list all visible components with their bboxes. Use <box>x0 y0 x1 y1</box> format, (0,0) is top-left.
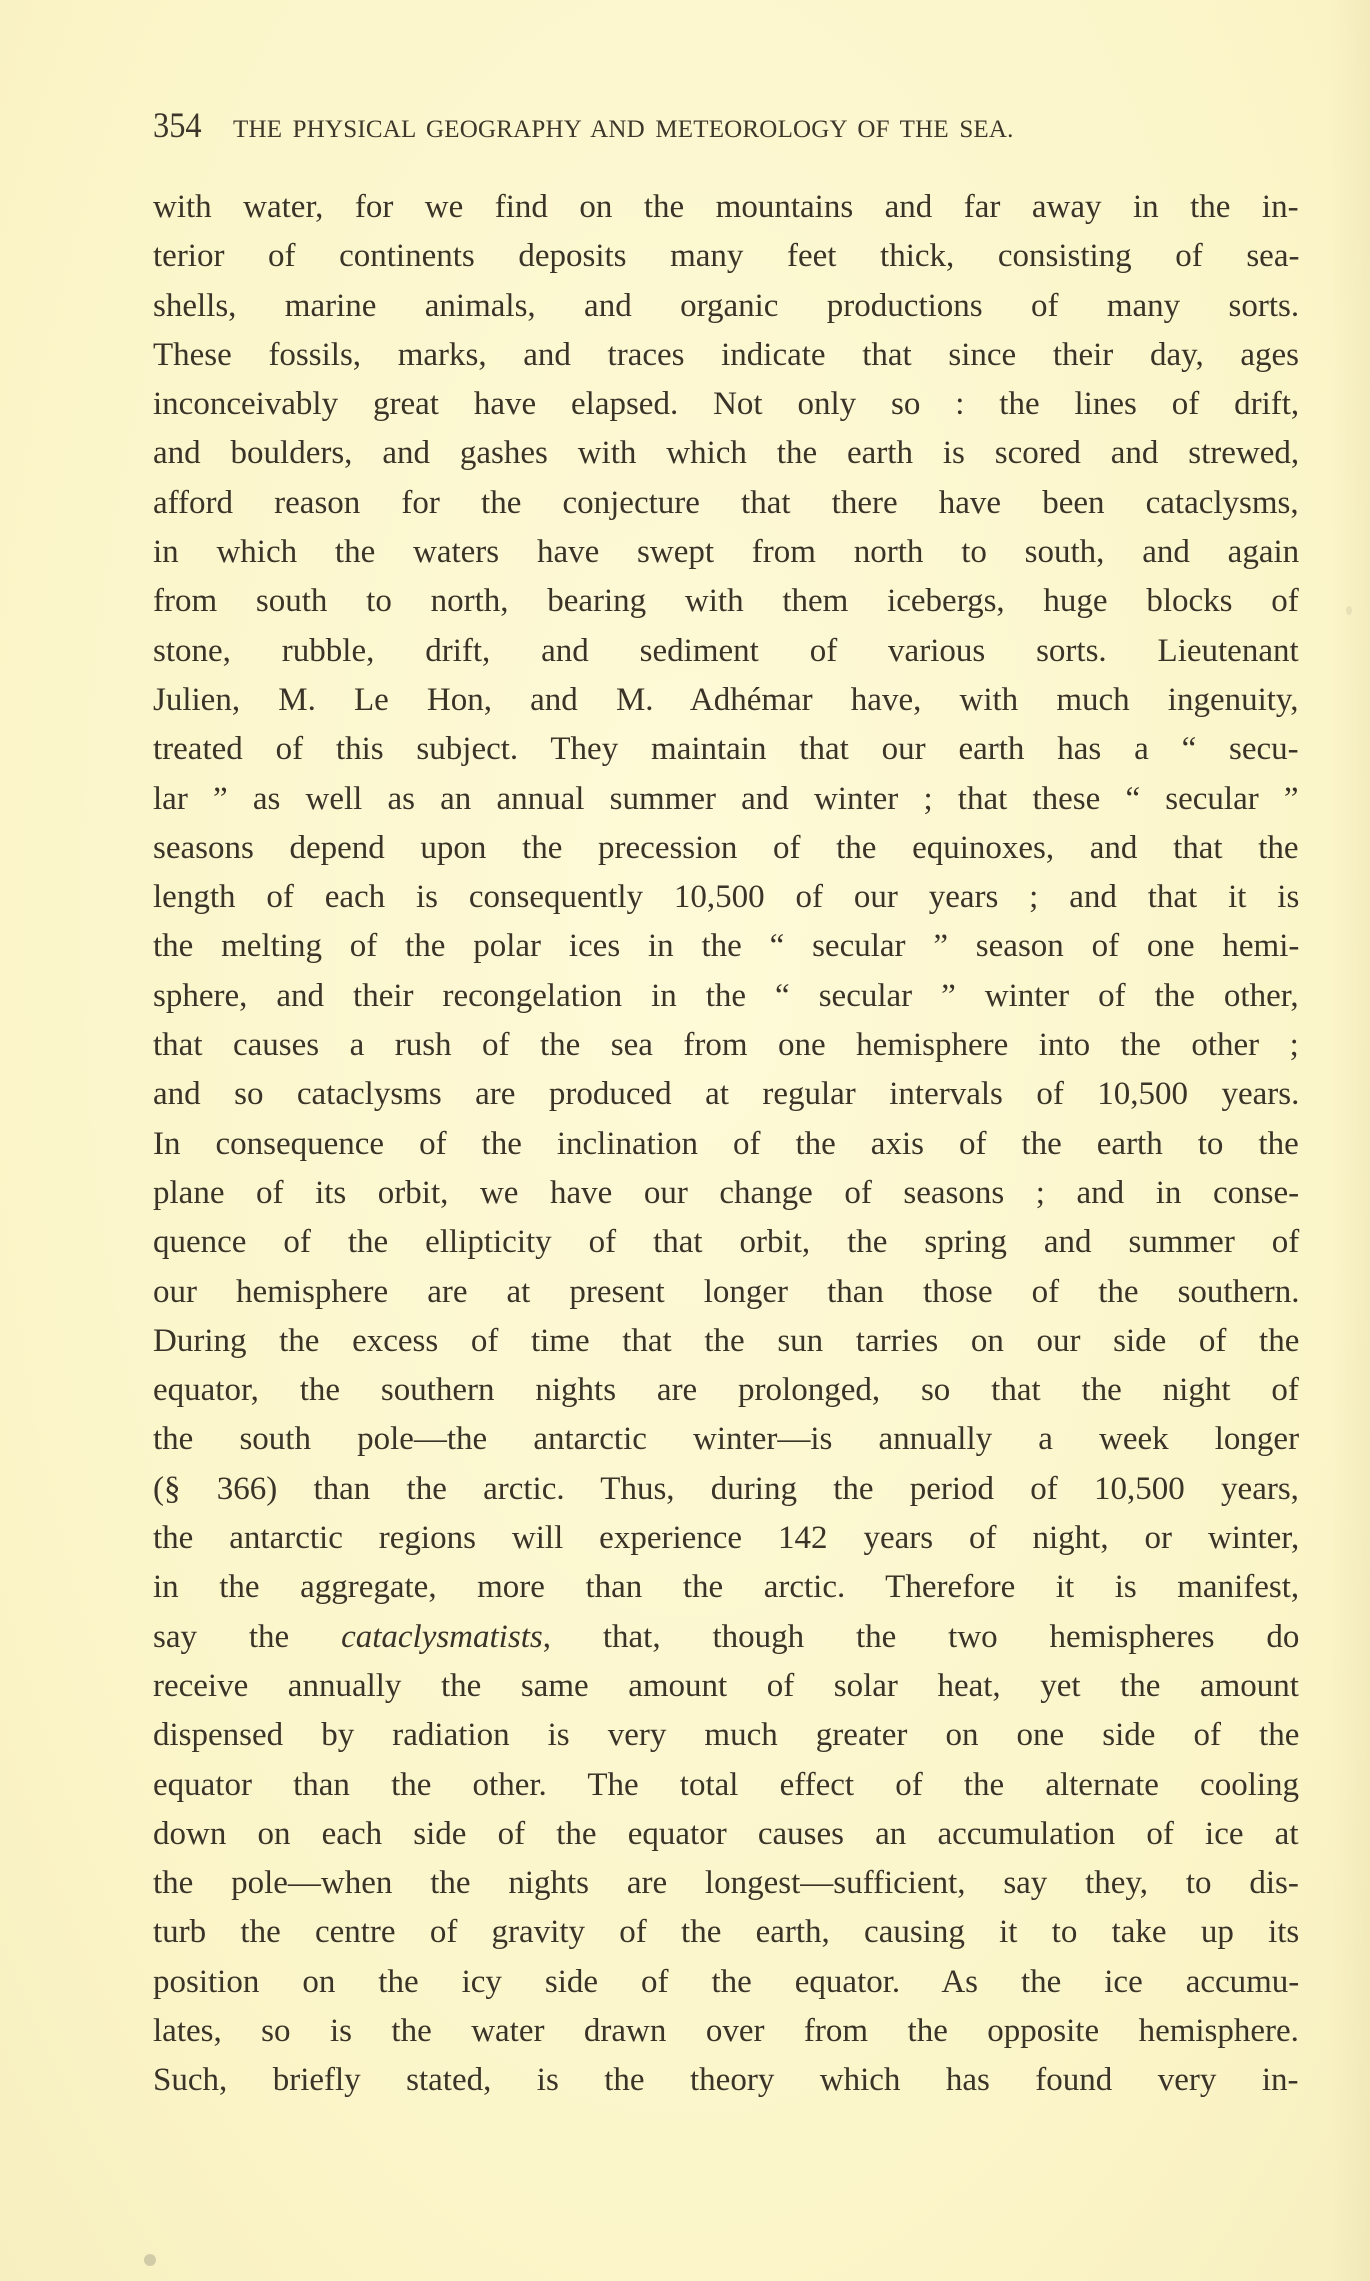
text-line: terior of continents deposits many feet thick, consisting of sea- <box>153 238 1300 275</box>
text-line: from south to north, bearing with them icebergs, huge blocks of <box>153 583 1299 620</box>
text-line: treated of this subject. They maintain that our earth has a “ secu- <box>153 731 1299 768</box>
page-edge-shading <box>1330 0 1370 2281</box>
text-line: quence of the ellipticity of that orbit, the spring and summer of <box>153 1224 1300 1261</box>
text-line: Such, briefly stated, is the theory which has found very in- <box>153 2062 1299 2099</box>
text-line: length of each is consequently 10,500 of our years ; and that it is <box>153 879 1300 916</box>
text-line: stone, rubble, drift, and sediment of various sorts. Lieutenant <box>153 632 1299 669</box>
text-line: equator, the southern nights are prolonged, so that the night of <box>153 1372 1299 1409</box>
text-line: turb the centre of gravity of the earth, causing it to take up its <box>153 1914 1300 1951</box>
text-line: equator than the other. The total effect of the alternate cooling <box>153 1766 1300 1803</box>
text-line: In consequence of the inclination of the axis of the earth to the <box>153 1125 1299 1162</box>
text-line: that causes a rush of the sea from one hemisphere into the other ; <box>153 1027 1299 1064</box>
italic-term: cataclysmatists <box>341 1618 543 1655</box>
text-line: receive annually the same amount of solar heat, yet the amount <box>153 1667 1299 1704</box>
text-line: During the excess of time that the sun tarries on our side of the <box>153 1322 1300 1359</box>
text-line: in which the waters have swept from north to south, and again <box>153 534 1300 571</box>
paper-spot <box>1346 606 1352 615</box>
text-line: dispensed by radiation is very much greater on one side of the <box>153 1717 1300 1754</box>
text-line: and so cataclysms are produced at regular intervals of 10,500 years. <box>153 1076 1300 1113</box>
body-text <box>153 183 1299 2106</box>
text-line: position on the icy side of the equator. As the ice accumu- <box>153 1963 1300 2000</box>
text-segment: say the <box>153 1618 342 1655</box>
running-title: THE PHYSICAL GEOGRAPHY AND METEOROLOGY OF THE SEA. <box>233 116 1014 143</box>
text-line: with water, for we find on the mountains and far away in the in- <box>153 189 1299 225</box>
text-line: down on each side of the equator causes an accumulation of ice at <box>153 1815 1299 1852</box>
text-line: our hemisphere are at present longer than those of the southern. <box>153 1273 1300 1310</box>
text-line: plane of its orbit, we have our change of seasons ; and in conse- <box>153 1174 1300 1211</box>
running-head <box>153 104 1243 154</box>
page-number: 354 <box>153 105 202 145</box>
text-line: (§ 366) than the arctic. Thus, during the period of 10,500 years, <box>153 1470 1299 1507</box>
text-line: afford reason for the conjecture that there have been cataclysms, <box>153 484 1299 521</box>
text-segment: , that, though the two hemispheres do <box>542 1618 1300 1655</box>
text-line: lates, so is the water drawn over from the opposite hemisphere. <box>153 2012 1299 2049</box>
text-line: sphere, and their recongelation in the “ secular ” winter of the other, <box>153 977 1299 1014</box>
text-line: the antarctic regions will experience 142 years of night, or winter, <box>153 1520 1300 1557</box>
text-line: Julien, M. Le Hon, and M. Adhémar have, with much ingenuity, <box>153 681 1299 718</box>
paper-spot <box>144 2254 156 2266</box>
text-line: seasons depend upon the precession of the equinoxes, and that the <box>153 829 1299 866</box>
text-line: shells, marine animals, and organic productions of many sorts. <box>153 287 1300 324</box>
text-line: the pole—when the nights are longest—sufficient, say they, to dis- <box>153 1865 1299 1902</box>
text-line: These fossils, marks, and traces indicate that since their day, ages <box>153 336 1299 373</box>
text-line: inconceivably great have elapsed. Not only so : the lines of drift, <box>153 386 1300 423</box>
text-line: and boulders, and gashes with which the earth is scored and strewed, <box>153 435 1300 472</box>
text-line: in the aggregate, more than the arctic. Therefore it is manifest, <box>153 1569 1300 1606</box>
text-line: the melting of the polar ices in the “ secular ” season of one hemi- <box>153 928 1300 965</box>
text-line: lar ” as well as an annual summer and winter ; that these “ secular ” <box>153 780 1299 817</box>
text-line <box>153 1613 1299 1662</box>
text-line: the south pole—the antarctic winter—is annually a week longer <box>153 1421 1300 1458</box>
